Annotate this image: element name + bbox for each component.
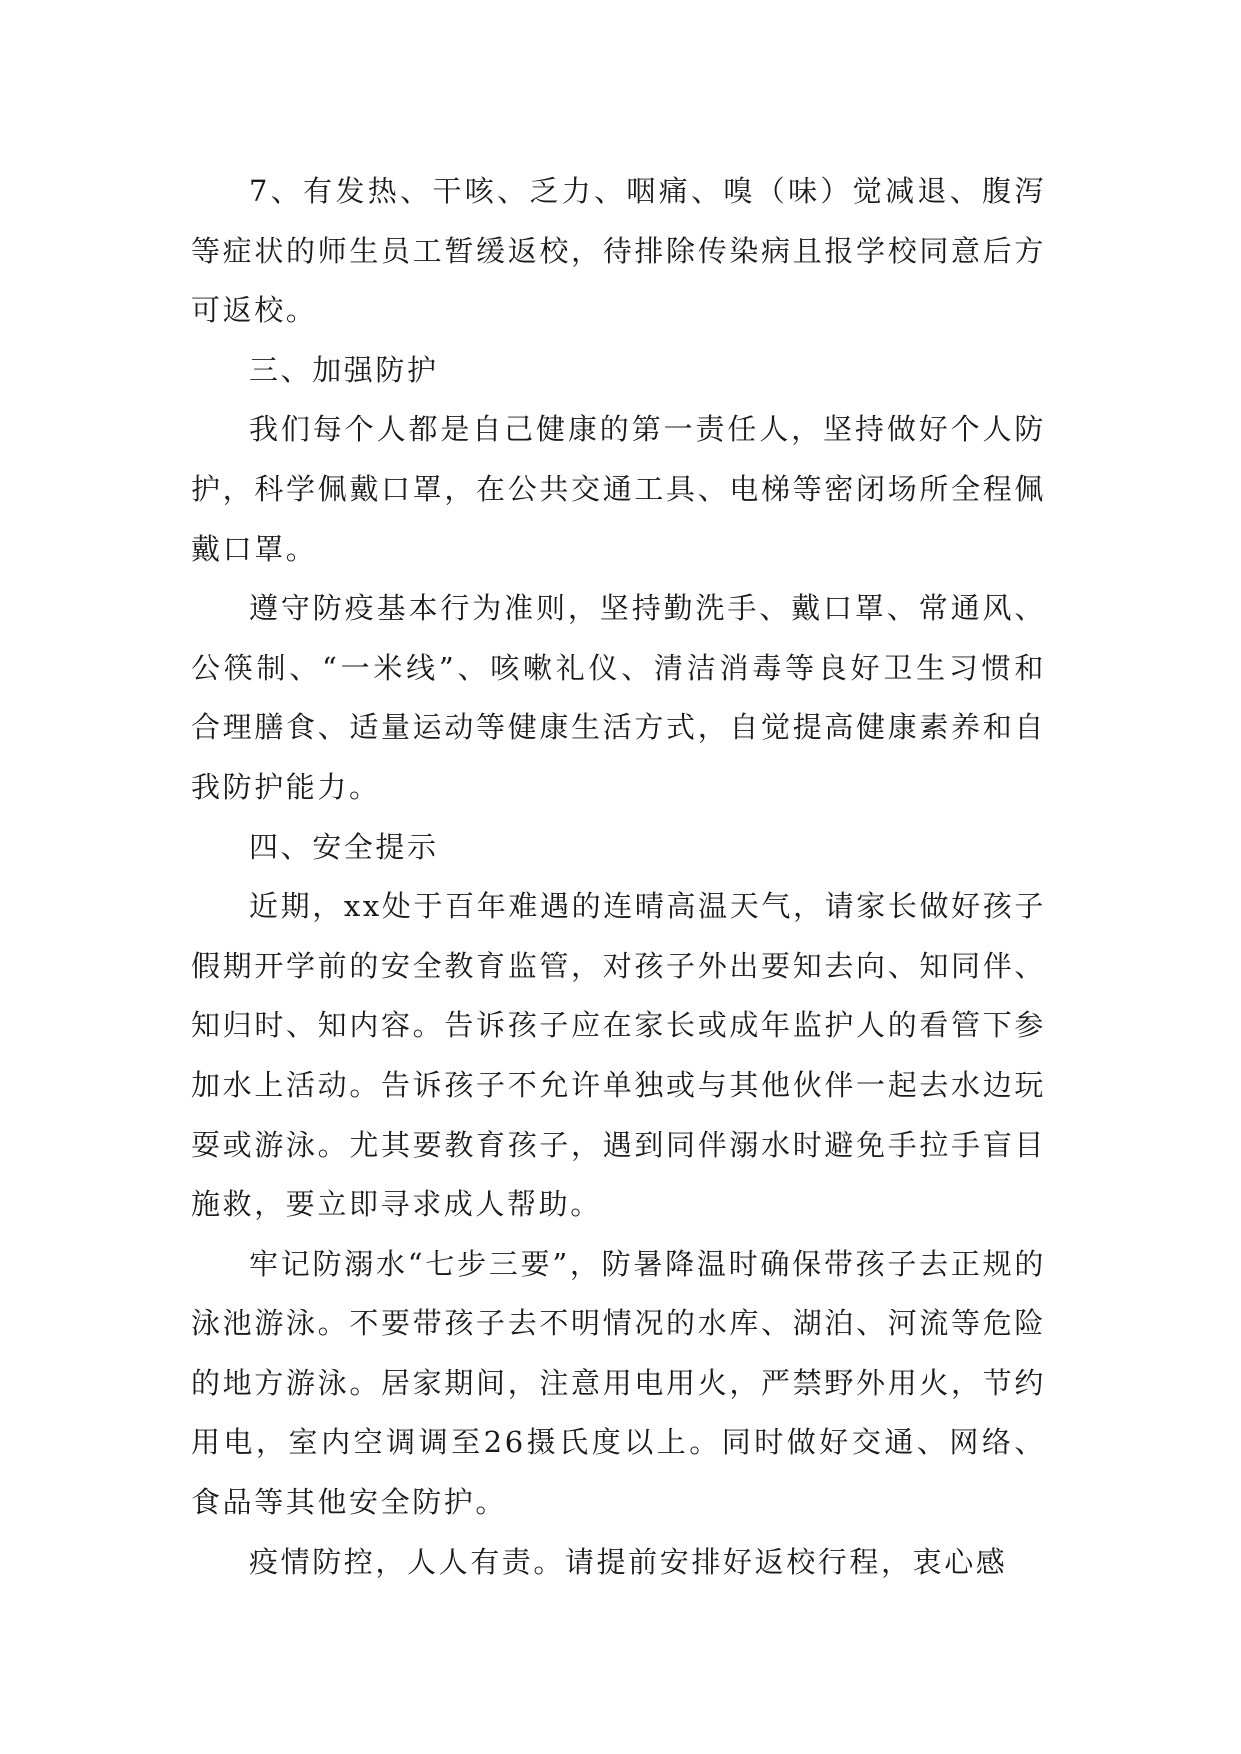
paragraph-hygiene-rules: 遵守防疫基本行为准则，坚持勤洗手、戴口罩、常通风、公筷制、“一米线”、咳嗽礼仪、清洁消毒等良好卫生习惯和合理膳食、适量运动等健康生活方式，自觉提高健康素养和自我防护能力。 (191, 591, 1046, 804)
paragraph-drowning-prevention: 牢记防溺水“七步三要”，防暑降温时确保带孩子去正规的泳池游泳。不要带孩子去不明情况的水库、湖泊、河流等危险的地方游泳。居家期间，注意用电用火，严禁野外用火，节约用电，室内空调调至26摄氏度以上。同时做好交通、网络、食品等其他安全防护。 (191, 1246, 1046, 1520)
paragraph-personal-protection: 我们每个人都是自己健康的第一责任人，坚持做好个人防护，科学佩戴口罩，在公共交通工具、电梯等密闭场所全程佩戴口罩。 (191, 412, 1046, 566)
section-heading-safety: 四、安全提示 (249, 829, 439, 864)
document-body (191, 162, 1046, 1592)
paragraph-symptoms: 7、有发热、干咳、乏力、咽痛、嗅（味）觉减退、腹泻等症状的师生员工暂缓返校，待排除传染病且报学校同意后方可返校。 (191, 174, 1046, 328)
paragraph-heat-safety: 近期，xx处于百年难遇的连晴高温天气，请家长做好孩子假期开学前的安全教育监管，对孩子外出要知去向、知同伴、知归时、知内容。告诉孩子应在家长或成年监护人的看管下参加水上活动。告诉孩子不允许单独或与其他伙伴一起去水边玩耍或游泳。尤其要教育孩子，遇到同伴溺水时避免手拉手盲目施救，要立即寻求成人帮助。 (191, 889, 1046, 1222)
section-heading-protection: 三、加强防护 (249, 352, 439, 387)
paragraph-closing: 疫情防控，人人有责。请提前安排好返校行程，衷心感 (249, 1544, 1008, 1579)
